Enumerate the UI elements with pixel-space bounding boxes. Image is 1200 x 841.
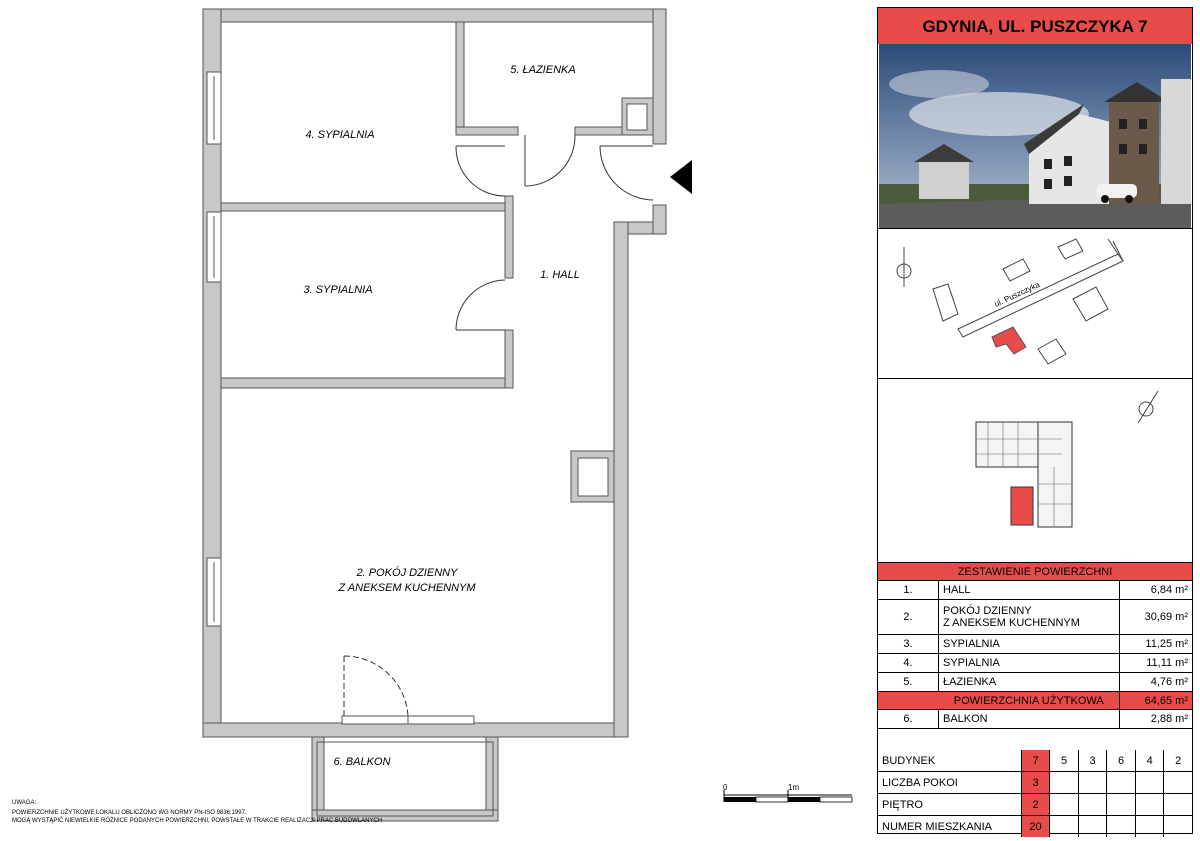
apartment-info-table <box>878 750 1192 837</box>
label-room-4: 4. SYPIALNIA <box>305 129 375 141</box>
wall-bedroom-divider <box>221 203 513 211</box>
entrance-arrow-icon <box>670 160 692 194</box>
balcony-wall-east <box>486 737 498 821</box>
panel-title: GDYNIA, UL. PUSZCZYKA 7 <box>878 8 1192 44</box>
area-row: 3. SYPIALNIA 11,25 m² <box>878 635 1192 654</box>
wall-south <box>203 723 628 737</box>
wall-east-upper <box>653 9 666 144</box>
scale-label-one: 1m <box>788 783 800 792</box>
wall-east-door-jamb <box>653 205 666 234</box>
info-row-floor: PIĘTRO 2 <box>878 794 1192 816</box>
label-room-2-line2: Z ANEKSEM KUCHENNYM <box>338 582 476 594</box>
wall-hall-west-upper <box>505 196 513 278</box>
balcony-wall-west <box>312 737 324 821</box>
street <box>958 254 1123 337</box>
scale-label-zero: 0 <box>723 783 728 792</box>
balcony-inner-line <box>317 742 493 816</box>
building-rendering-image <box>879 44 1191 228</box>
wall-bath-south-left <box>456 127 518 135</box>
door-balcony <box>344 656 408 716</box>
label-room-3: 3. SYPIALNIA <box>303 284 373 296</box>
area-summary-header: ZESTAWIENIE POWIERZCHNI <box>878 563 1192 581</box>
label-room-6: 6. BALKON <box>333 756 391 768</box>
door-entrance <box>600 146 653 200</box>
area-row: 4. SYPIALNIA 11,11 m² <box>878 654 1192 673</box>
wall-bath-west <box>456 22 464 134</box>
wall-north <box>203 9 666 22</box>
note-heading: UWAGA: <box>12 800 37 806</box>
wall-living-divider <box>221 378 513 388</box>
note-line-1: POWIERZCHNIE UŻYTKOWE LOKALU OBLICZONO WG NORMY PN-ISO 9836:1997. <box>12 810 247 816</box>
info-row-rooms: LICZBA POKOI 3 <box>878 772 1192 794</box>
usable-area-row: POWIERZCHNIA UŻYTKOWA 64,65 m² <box>878 692 1192 710</box>
door-bathroom <box>525 135 575 186</box>
door-bedroom-4 <box>456 146 505 196</box>
selected-building-marker <box>992 327 1026 354</box>
shaft-bathroom-inner <box>627 104 647 130</box>
location-map <box>878 228 1192 379</box>
door-bedroom-3 <box>456 280 505 330</box>
note-line-2: MOGĄ WYSTĄPIĆ NIEWIELKIE RÓŻNICE PODANYCH POWIERZCHNI, POWSTAŁE W TRAKCIE REALIZACJI PRAC BUDOWLANYCH <box>12 818 383 824</box>
area-summary-table <box>878 562 1192 729</box>
info-row-apartment-number: NUMER MIESZKANIA 20 <box>878 816 1192 838</box>
area-row: 2. POKÓJ DZIENNY Z ANEKSEM KUCHENNYM 30,69 m² <box>878 600 1192 635</box>
info-panel <box>877 7 1193 834</box>
balcony-row: 6. BALKON 2,88 m² <box>878 710 1192 729</box>
street-label: ul. Puszczyka <box>993 279 1042 309</box>
selected-apartment-marker <box>1011 487 1033 525</box>
label-room-5: 5. ŁAZIENKA <box>510 64 576 76</box>
area-row: 1. HALL 6,84 m² <box>878 581 1192 600</box>
info-row-building: BUDYNEK 7 5 3 6 4 2 <box>878 750 1192 772</box>
building-floor-key-plan <box>878 378 1192 564</box>
shaft-living-inner <box>578 458 608 496</box>
wall-east <box>614 222 628 737</box>
area-row: 5. ŁAZIENKA 4,76 m² <box>878 673 1192 692</box>
label-room-2-line1: 2. POKÓJ DZIENNY <box>356 567 458 579</box>
label-room-1: 1. HALL <box>540 269 580 281</box>
wall-hall-west-lower <box>505 330 513 388</box>
